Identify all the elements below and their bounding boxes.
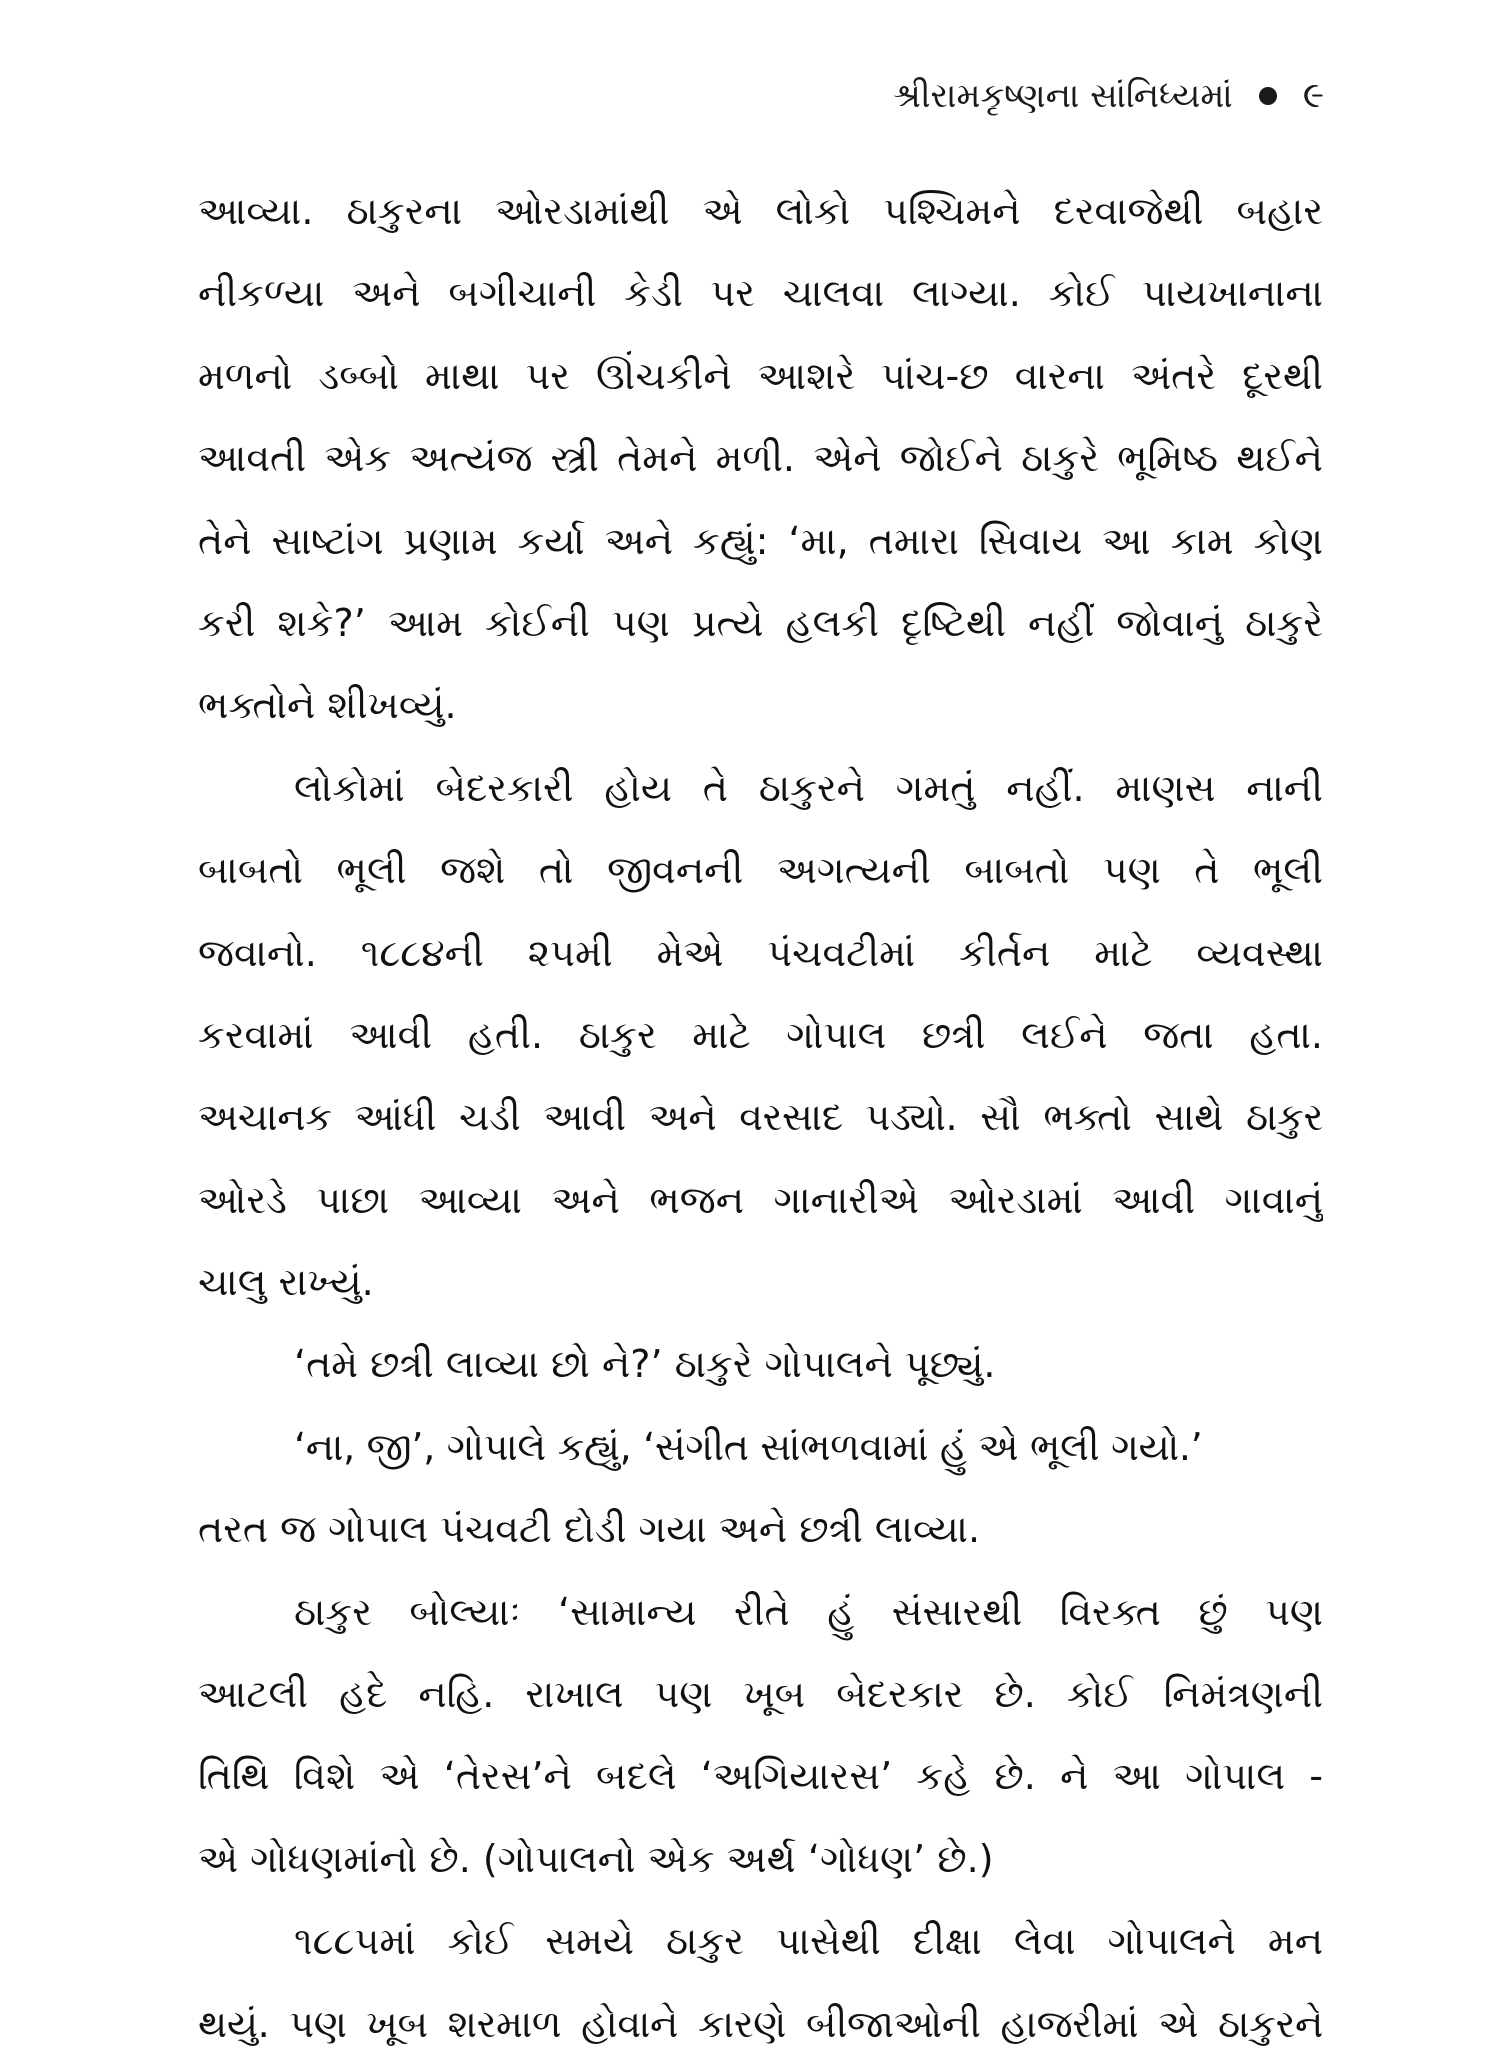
text-line: ઓરડે પાછા આવ્યા અને ભજન ગાનારીએ ઓરડામાં આવી ગાવાનું: [198, 1177, 1323, 1222]
text-line: થયું. પણ ખૂબ શરમાળ હોવાને કારણે બીજાઓની હાજરીમાં એ ઠાકુરને: [198, 2001, 1323, 2046]
paragraph-first-line: ૧૮૮૫માં કોઈ સમયે ઠાકુર પાસેથી દીક્ષા લેવા ગોપાલને મન: [294, 1919, 1323, 1964]
paragraph-first-line: ‘તમે છત્રી લાવ્યા છો ને?’ ઠાકુરે ગોપાલને પૂછ્યું.: [294, 1342, 996, 1387]
body-text: [198, 170, 1323, 2065]
text-line: કરવામાં આવી હતી. ઠાકુર માટે ગોપાલ છત્રી લઈને જતા હતા.: [198, 1012, 1323, 1057]
running-title: શ્રીરામકૃષ્ણના સાંનિધ્યમાં: [893, 76, 1233, 116]
text-line: ભક્તોને શીખવ્યું.: [198, 683, 457, 728]
text-line: કરી શકે?’ આમ કોઈની પણ પ્રત્યે હલકી દૃષ્ટિથી નહીં જોવાનું ઠાકુરે: [198, 600, 1323, 645]
text-line: તેને સાષ્ટાંગ પ્રણામ કર્યા અને કહ્યું: ‘મા, તમારા સિવાય આ કામ કોણ: [198, 518, 1323, 563]
text-line: અચાનક આંધી ચડી આવી અને વરસાદ પડ્યો. સૌ ભક્તો સાથે ઠાકુર: [198, 1095, 1323, 1140]
paragraph-first-line: ઠાકુર બોલ્યાઃ ‘સામાન્ય રીતે હું સંસારથી વિરક્ત છું પણ: [294, 1589, 1323, 1634]
text-line: આવતી એક અત્યંજ સ્ત્રી તેમને મળી. એને જોઈને ઠાકુરે ભૂમિષ્ઠ થઈને: [198, 436, 1323, 481]
text-line: જવાનો. ૧૮૮૪ની ૨૫મી મેએ પંચવટીમાં કીર્તન માટે વ્યવસ્થા: [198, 930, 1323, 975]
running-header: [893, 72, 1324, 120]
text-line: બાબતો ભૂલી જશે તો જીવનની અગત્યની બાબતો પણ તે ભૂલી: [198, 848, 1323, 893]
text-line: આવ્યા. ઠાકુરના ઓરડામાંથી એ લોકો પશ્ચિમને દરવાજેથી બહાર: [198, 189, 1323, 233]
text-line: મળનો ડબ્બો માથા પર ઊંચકીને આશરે પાંચ-છ વારના અંતરે દૂરથી: [198, 353, 1323, 398]
bullet-icon: [1259, 87, 1277, 105]
paragraph-first-line: લોકોમાં બેદરકારી હોય તે ઠાકુરને ગમતું નહીં. માણસ નાની: [294, 765, 1323, 810]
text-line: તિથિ વિશે એ ‘તેરસ’ને બદલે ‘અગિયારસ’ કહે છે. ને આ ગોપાલ -: [198, 1754, 1323, 1799]
text-line: તરત જ ગોપાલ પંચવટી દોડી ગયા અને છત્રી લાવ્યા.: [198, 1507, 981, 1552]
text-line: એ ગોધણમાંનો છે. (ગોપાલનો એક અર્થ ‘ગોધણ’ છે.): [198, 1836, 994, 1881]
text-line: આટલી હદે નહિ. રાખાલ પણ ખૂબ બેદરકાર છે. કોઈ નિમંત્રણની: [198, 1672, 1323, 1717]
text-line: ચાલુ રાખ્યું.: [198, 1260, 374, 1305]
text-line: નીકળ્યા અને બગીચાની કેડી પર ચાલવા લાગ્યા. કોઈ પાયખાનાના: [198, 271, 1323, 316]
page-number: ૯: [1302, 75, 1324, 116]
paragraph-first-line: ‘ના, જી’, ગોપાલે કહ્યું, ‘સંગીત સાંભળવામાં હું એ ભૂલી ગયો.’: [294, 1424, 1203, 1469]
